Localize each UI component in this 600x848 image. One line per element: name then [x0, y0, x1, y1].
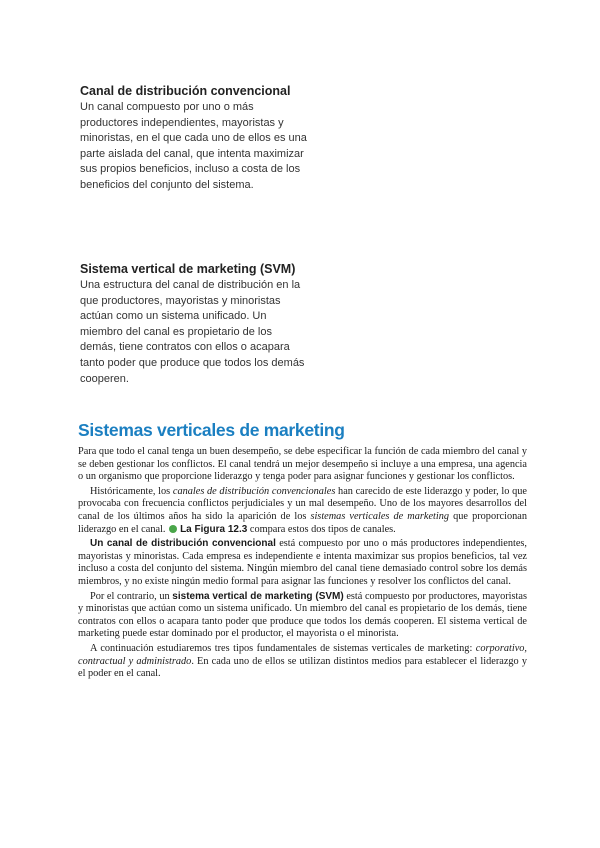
paragraph-2: [78, 486, 527, 536]
text-run: compara estos dos tipos de canales.: [247, 523, 396, 535]
section-body: [78, 446, 527, 683]
italic-term: corporativo, contractual y administrado: [78, 642, 527, 667]
paragraph-5: [78, 643, 527, 681]
text-run: . En cada uno de ellos se utilizan distintos medios para establecer el liderazgo y el poder en el canal.: [78, 655, 527, 680]
glossary-term: Canal de distribución convencional: [80, 84, 291, 98]
italic-term: sistemas verticales de marketing: [310, 510, 450, 522]
glossary-entry-conventional-channel: [80, 84, 310, 194]
paragraph-1: Para que todo el canal tenga un buen desempeño, se debe especificar la función de cada miembro del canal y se deben gestionar los conflictos. El canal tendrá un mejor desempeño si incluye a una empresa, una agencia o un organismo que proporcione liderazgo y tenga poder para asignar funciones y gestionar los conflictos.: [78, 446, 527, 483]
text-run: está compuesto por productores, mayoristas y minoristas que actúan como un sistema unificado. Un miembro del canal es propietario de los demás, tiene contratos con ellos o acapara tanto poder que produce que todos los demás cooperen. El sistema vertical de marketing puede estar dominado por el productor, el mayorista o el minorista.: [78, 590, 527, 640]
figure-dot-icon: [169, 525, 177, 533]
text-run: Históricamente, los: [90, 485, 173, 497]
text-run: han carecido de este liderazgo y poder, lo que provocaba con frecuencia conflictos perjudiciales y un mal desempeño. Uno de los mayores desarrollos del canal de los últimos años ha sido la aparición de los: [78, 485, 527, 522]
glossary-definition: Un canal compuesto por uno o más productores independientes, mayoristas y minoristas, en el que cada uno de ellos es una parte aislada del canal, que intenta maximizar sus propios beneficios, incluso a costa de los beneficios del conjunto del sistema.: [80, 101, 307, 191]
glossary-entry-vms: [80, 262, 310, 387]
section-title: Sistemas verticales de marketing: [78, 420, 345, 440]
text-run: que proporcionan liderazgo en el canal.: [78, 510, 527, 535]
glossary-term: Sistema vertical de marketing (SVM): [80, 262, 296, 276]
figure-reference[interactable]: La Figura 12.3: [180, 523, 248, 535]
glossary-definition: Una estructura del canal de distribución en la que productores, mayoristas y minoristas actúan como un sistema unificado. Un miembro del canal es propietario de los demás, tiene contratos con ellos o acapara tanto poder que produce que todos los demás cooperen.: [80, 279, 305, 385]
italic-term: canales de distribución convencionales: [172, 485, 336, 497]
paragraph-3: [78, 538, 527, 588]
paragraph-4: [78, 591, 527, 641]
key-term: Un canal de distribución convencional: [90, 538, 276, 550]
text-run: está compuesto por uno o más productores independientes, mayoristas y minoristas. Cada empresa es independiente e intenta maximizar sus propios beneficios, tal vez incluso a costa del conjunto del sistema. Ningún miembro del canal tiene demasiado control sobre los demás miembros, y no existe ningún medio formal para asignar las funciones y resolver los conflictos del canal.: [78, 538, 527, 587]
text-run: A continuación estudiaremos tres tipos fundamentales de sistemas verticales de marketing:: [90, 642, 476, 654]
text-run: Por el contrario, un: [90, 590, 173, 602]
key-term: sistema vertical de marketing (SVM): [172, 590, 344, 602]
